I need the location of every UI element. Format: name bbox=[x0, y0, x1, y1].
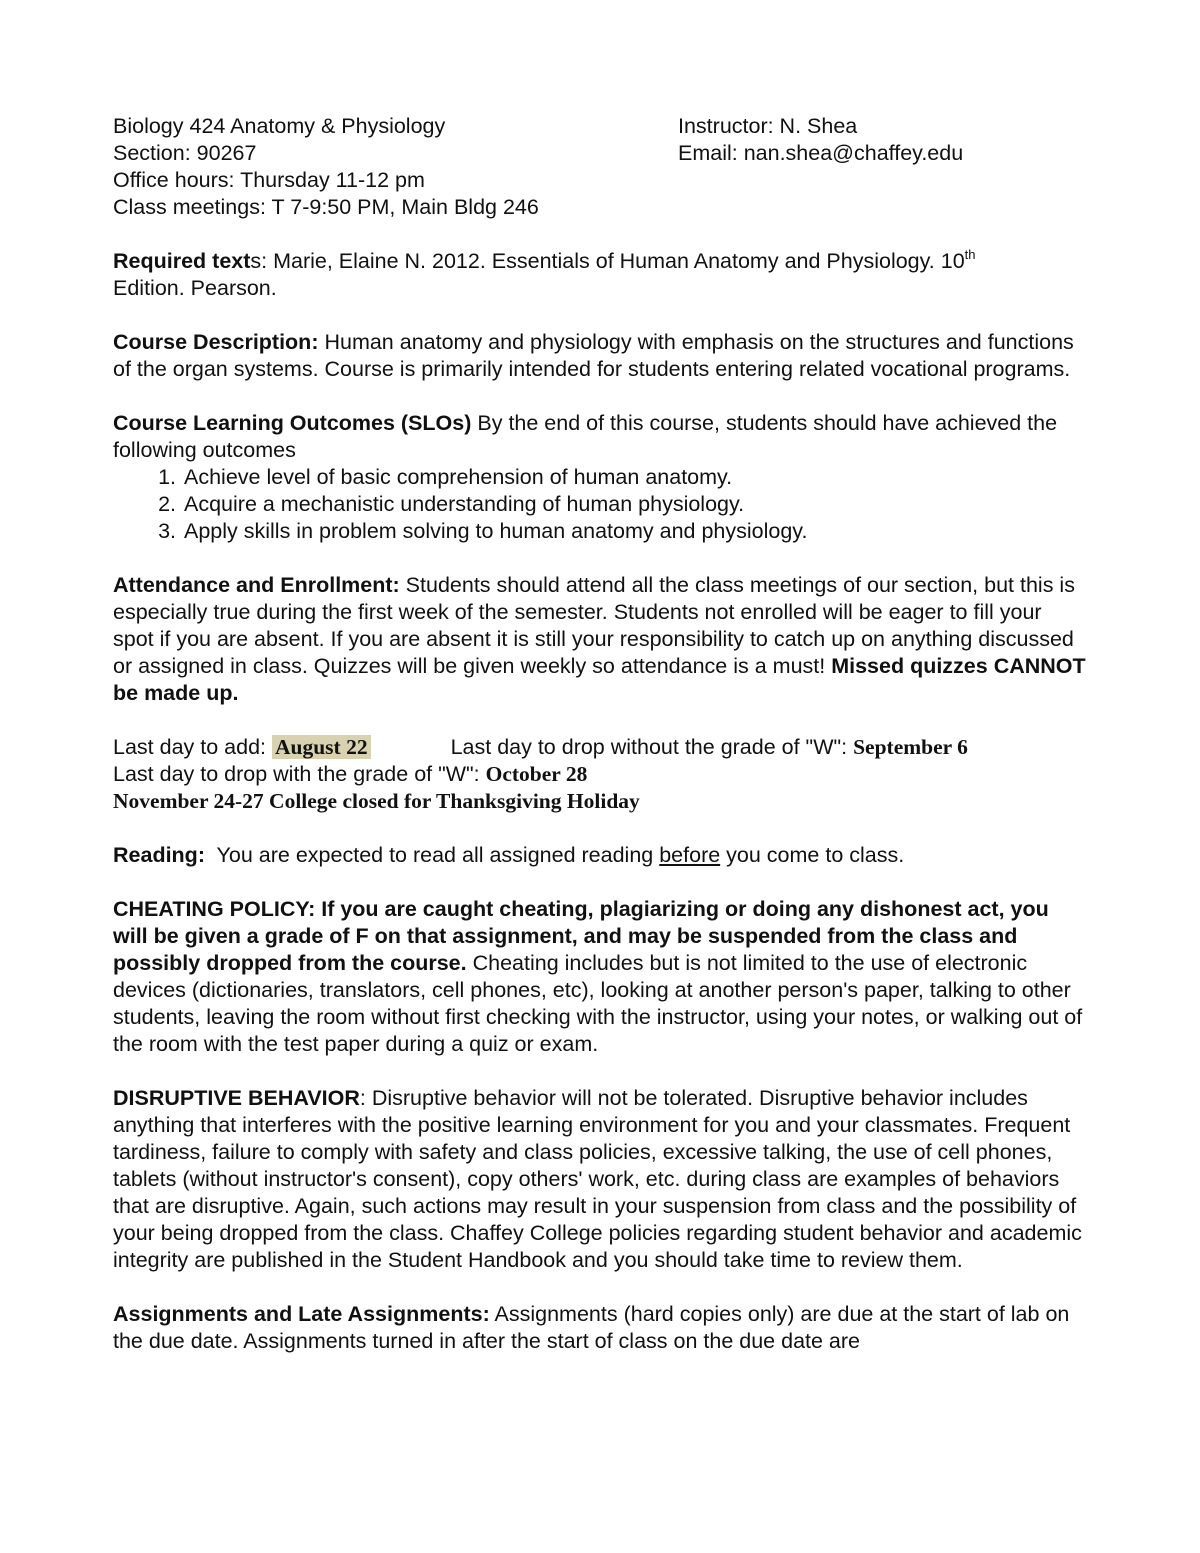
drop-w-row bbox=[113, 761, 1088, 788]
class-meetings-text: Class meetings: T 7-9:50 PM, Main Bldg 246 bbox=[113, 195, 539, 219]
required-texts-label: Required text bbox=[113, 249, 251, 273]
required-texts-paragraph bbox=[113, 248, 1088, 302]
reading-pre: You are expected to read all assigned reading bbox=[204, 843, 660, 867]
drop-w-label: Last day to drop with the grade of "W": bbox=[113, 762, 486, 786]
drop-nw-label: Last day to drop without the grade of "W": bbox=[450, 735, 854, 759]
header-row-1 bbox=[113, 113, 1088, 140]
drop-nw-date: September 6 bbox=[853, 735, 968, 759]
reading-paragraph bbox=[113, 842, 1088, 869]
add-drop-row bbox=[113, 734, 1088, 761]
required-texts-body: : Marie, Elaine N. 2012. Essentials of Human Anatomy and Physiology. 10 bbox=[261, 249, 965, 273]
college-closed: November 24-27 College closed for Thanksgiving Holiday bbox=[113, 789, 640, 813]
disruptive-label: DISRUPTIVE BEHAVIOR bbox=[113, 1086, 360, 1110]
disruptive-body: : Disruptive behavior will not be tolerated. Disruptive behavior includes anything that interferes with the positive learning environment for you and your classmates. Frequent tardiness, failure to comply with safety and class policies, excessive talking, the use of cell phones, tablets (without instructor's consent), copy others' work, etc. during class are examples of behaviors that are disruptive. Again, such actions may result in your suspension from class and the possibility of your being dropped from the class. Chaffey College policies regarding student behavior and academic integrity are published in the Student Handbook and you should take time to review them. bbox=[113, 1086, 1082, 1272]
outcome-item: 2. Acquire a mechanistic understanding of human physiology. bbox=[182, 491, 1088, 518]
outcome-item: 3. Apply skills in problem solving to human anatomy and physiology. bbox=[182, 518, 1088, 545]
attendance-paragraph bbox=[113, 572, 1088, 707]
class-meetings bbox=[113, 194, 1088, 221]
cheating-paragraph bbox=[113, 896, 1088, 1058]
drop-w-date: October 28 bbox=[485, 762, 588, 786]
attendance-body: Students should attend all the class meetings of our section, but this is especially true during the first week of the semester. Students not enrolled will be eager to fill your spot if you are absent. If you are absent it is still your responsibility to catch up on anything discussed or assigned in class. Quizzes will be given weekly so attendance is a must! bbox=[113, 573, 1075, 678]
add-date: August 22 bbox=[272, 735, 371, 759]
reading-post: you come to class. bbox=[720, 843, 905, 867]
office-hours-text: Office hours: Thursday 11-12 pm bbox=[113, 168, 425, 192]
instructor: Instructor: N. Shea bbox=[678, 114, 858, 138]
reading-underline: before bbox=[659, 843, 721, 867]
syllabus-page bbox=[113, 113, 1088, 1355]
required-texts-body-2: Edition. Pearson. bbox=[113, 276, 277, 300]
college-closed-row bbox=[113, 788, 1088, 815]
outcomes-label: Course Learning Outcomes (SLOs) bbox=[113, 411, 472, 435]
attendance-emphasis: Missed quizzes CANNOT be made up. bbox=[113, 654, 1086, 705]
office-hours bbox=[113, 167, 1088, 194]
edition-superscript: th bbox=[964, 247, 976, 262]
reading-label: Reading: bbox=[113, 843, 205, 867]
course-description-label: Course Description: bbox=[113, 330, 319, 354]
instructor-email: Email: nan.shea@chaffey.edu bbox=[678, 141, 964, 165]
course-title: Biology 424 Anatomy & Physiology bbox=[113, 114, 446, 138]
cheating-body: Cheating includes but is not limited to the use of electronic devices (dictionaries, translators, cell phones, etc), looking at another person's paper, talking to other students, leaving the room without first checking with the instructor, using your notes, or walking out of the room with the test paper during a quiz or exam. bbox=[113, 951, 1083, 1056]
attendance-label: Attendance and Enrollment: bbox=[113, 573, 400, 597]
assignments-label: Assignments and Late Assignments: bbox=[113, 1302, 490, 1326]
assignments-paragraph bbox=[113, 1301, 1088, 1355]
outcomes-intro: By the end of this course, students should have achieved the following outcomes bbox=[113, 411, 1058, 462]
required-texts-label-tail: s bbox=[250, 249, 262, 273]
section-number: Section: 90267 bbox=[113, 141, 257, 165]
cheating-label: CHEATING POLICY: If you are caught cheating, plagiarizing or doing any dishonest act, you will be given a grade of F on that assignment, and may be suspended from the class and possibly dropped from the course. bbox=[113, 897, 1049, 975]
course-description-body: Human anatomy and physiology with emphasis on the structures and functions of the organ systems. Course is primarily intended for students entering related vocational programs. bbox=[113, 330, 1074, 381]
assignments-body: Assignments (hard copies only) are due at the start of lab on the due date. Assignments turned in after the start of class on the due date are bbox=[113, 1302, 1070, 1353]
outcome-item: 1. Achieve level of basic comprehension of human anatomy. bbox=[182, 464, 1088, 491]
disruptive-paragraph bbox=[113, 1085, 1088, 1274]
header-row-2 bbox=[113, 140, 1088, 167]
add-label: Last day to add: bbox=[113, 735, 272, 759]
course-description-paragraph bbox=[113, 329, 1088, 383]
outcomes-list bbox=[113, 464, 1088, 545]
outcomes-paragraph bbox=[113, 410, 1088, 464]
